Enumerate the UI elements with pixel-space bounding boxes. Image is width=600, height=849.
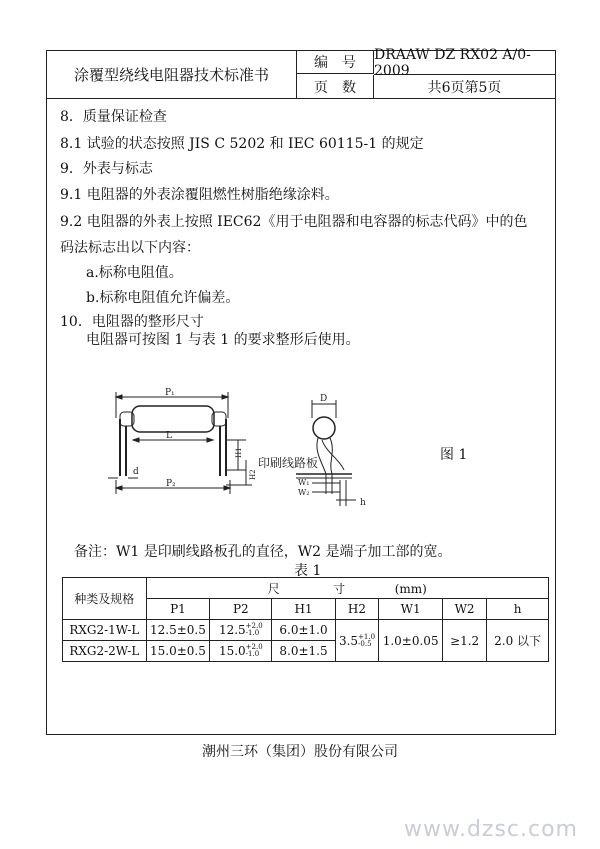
cell-p2: 12.5+2.0 -1.0 <box>210 620 272 641</box>
col-header: H2 <box>335 599 379 620</box>
col-header: h <box>487 599 549 620</box>
section-9-heading: 9．外表与标志 <box>60 161 153 177</box>
table-title: 表 1 <box>294 563 322 579</box>
label-d: d <box>133 467 139 477</box>
cell-w2: ≥1.2 <box>442 620 486 662</box>
cell-p2: 15.0+2.0 -1.0 <box>210 641 272 662</box>
label-pcb: 印刷线路板 <box>258 456 319 470</box>
clause-9-2: 9.2 电阻器的外表上按照 IEC62《用于电阻器和电容器的标志代码》中的色 <box>60 214 528 230</box>
note-text: 备注：W1 是印刷线路板孔的直径，W2 是端子加工部的宽。 <box>74 544 452 560</box>
col-header: P2 <box>210 599 272 620</box>
dimension-table <box>62 577 549 662</box>
col-header: P1 <box>146 599 210 620</box>
col-type-header: 种类及规格 <box>63 578 147 620</box>
cell-h: 2.0 以下 <box>487 620 549 662</box>
label-h1: H1 <box>235 447 243 458</box>
label-w1: W₁ <box>298 478 310 487</box>
doc-code-label: 编号 <box>297 51 374 74</box>
section-10-text: 电阻器可按图 1 与表 1 的要求整形后使用。 <box>86 332 360 348</box>
item-b: b.标称电阻值允许偏差。 <box>86 290 240 306</box>
label-D: D <box>320 394 328 404</box>
company-footer: 潮州三环（集团）股份有限公司 <box>202 744 398 760</box>
label-h2: H2 <box>249 469 257 480</box>
clause-8-1: 8.1 试验的状态按照 JIS C 5202 和 IEC 60115-1 的规定 <box>60 136 424 152</box>
label-p2: P₂ <box>166 479 176 489</box>
section-8-heading: 8．质量保证检查 <box>60 109 167 125</box>
cell-w1: 1.0±0.05 <box>379 620 443 662</box>
document-title: 涂覆型绕线电阻器技术标准书 <box>47 51 297 98</box>
cell-h2: 3.5+1.0 -0.5 <box>335 620 379 662</box>
label-l: L <box>166 431 172 441</box>
col-header: W2 <box>442 599 486 620</box>
item-a: a.标称电阻值。 <box>86 265 183 281</box>
cell-p1: 12.5±0.5 <box>146 620 210 641</box>
col-header: H1 <box>272 599 335 620</box>
doc-code-value: DRAAW DZ RX02 A/0-2009 <box>374 51 555 75</box>
clause-9-1: 9.1 电阻器的外表涂覆阻燃性树脂绝缘涂料。 <box>60 187 339 203</box>
site-watermark: www.dzsc.com <box>403 817 578 842</box>
figure-caption: 图 1 <box>440 447 468 463</box>
label-h: h <box>360 498 366 508</box>
section-10-heading: 10．电阻器的整形尺寸 <box>60 314 204 330</box>
col-header: W1 <box>379 599 443 620</box>
cell-p1: 15.0±0.5 <box>146 641 210 662</box>
cell-type: RXG2-2W-L <box>63 641 147 662</box>
dimension-header: 尺 寸 (mm) <box>146 578 548 599</box>
cell-h1: 6.0±1.0 <box>272 620 335 641</box>
label-p1: P₁ <box>165 388 175 398</box>
page-count-value: 共6页第5页 <box>427 79 502 96</box>
cell-type: RXG2-1W-L <box>63 620 147 641</box>
page-count-label: 页数 <box>297 75 374 98</box>
table-row <box>63 620 549 641</box>
clause-9-2-cont: 码法标志出以下内容： <box>60 240 200 256</box>
cell-h1: 8.0±1.5 <box>272 641 335 662</box>
label-w2: W₂ <box>298 488 310 497</box>
